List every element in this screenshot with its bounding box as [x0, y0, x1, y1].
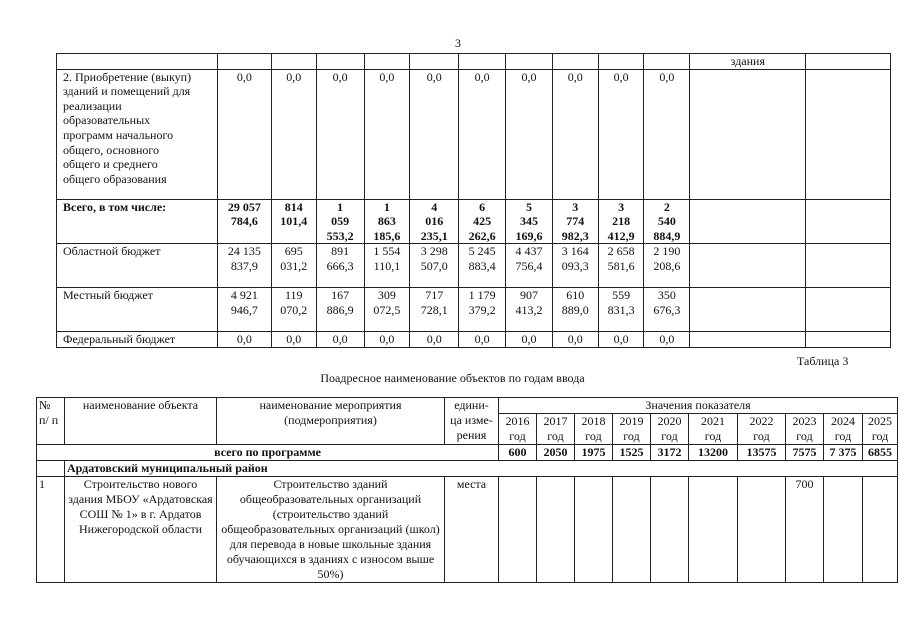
value-line: 0,0	[332, 69, 348, 84]
header-year: 2023 год	[786, 414, 824, 445]
table-row	[57, 69, 891, 199]
empty-cell	[690, 288, 806, 332]
value-line: 110,1	[373, 258, 401, 273]
value-cell	[410, 288, 459, 332]
value-cell	[271, 69, 316, 199]
value-line: 0,0	[659, 69, 675, 84]
value-cell	[316, 288, 364, 332]
header-year: 2025 год	[863, 414, 898, 445]
row-label-line: зданий и помещений для	[63, 84, 191, 99]
value-line: 540	[657, 214, 676, 229]
value-line: 4 921	[230, 288, 258, 303]
value-line: 717	[425, 288, 444, 303]
value-cell	[459, 199, 506, 244]
value-cell	[271, 288, 316, 332]
row-unit: места	[445, 477, 499, 583]
value-cell	[217, 288, 271, 332]
value-cell	[506, 199, 553, 244]
header-year: 2018 год	[575, 414, 613, 445]
empty-cell	[806, 332, 891, 348]
table-title: Поадресное наименование объектов по годам ввода	[320, 371, 585, 385]
value-line: 2 658	[607, 244, 635, 259]
value-cell	[217, 244, 271, 288]
value-cell	[644, 69, 690, 199]
value-line: 119	[284, 288, 303, 303]
total-value: 13575	[738, 445, 786, 461]
value-line: 262,6	[468, 228, 496, 243]
value-cell	[316, 199, 364, 244]
total-label: всего по программе	[37, 445, 499, 461]
value-line: 218	[612, 214, 631, 229]
value-line: 167	[331, 288, 350, 303]
district-label: Ардатовский муниципальный район	[65, 461, 898, 477]
value-line: 29 057	[227, 199, 261, 214]
value-line: 24 135	[227, 244, 261, 259]
header-year: 2019 год	[613, 414, 651, 445]
value-line: 379,2	[468, 302, 496, 317]
value-line: 507,0	[420, 258, 448, 273]
header-partial-cell: здания	[690, 54, 806, 70]
value-line: 072,5	[373, 302, 401, 317]
value-line: 412,9	[607, 228, 635, 243]
total-value: 1525	[613, 445, 651, 461]
value-cell	[689, 477, 738, 583]
value-line: 559	[612, 288, 631, 303]
value-cell	[271, 332, 316, 348]
header-year: 2024 год	[824, 414, 863, 445]
value-line: 0,0	[236, 332, 252, 347]
value-line: 2	[663, 199, 670, 214]
value-line: 0,0	[659, 332, 675, 347]
value-cell	[364, 244, 410, 288]
value-cell	[824, 477, 863, 583]
value-line: 1	[383, 199, 390, 214]
value-cell	[217, 69, 271, 199]
total-value: 3172	[651, 445, 689, 461]
header-year: 2020 год	[651, 414, 689, 445]
value-line: 3 164	[561, 244, 589, 259]
value-line: 889,0	[561, 302, 589, 317]
total-value: 1975	[575, 445, 613, 461]
value-line: 891	[331, 244, 350, 259]
value-line: 3	[572, 199, 579, 214]
row-measure: Строительство зданий общеобразовательных организаций (строительство зданий общеобразовательных организаций (школ) для перевода в новые школьные здания обучающихся в зданиях с износом выше 50%)	[217, 477, 445, 583]
row-label-line: Федеральный бюджет	[63, 332, 176, 347]
value-cell	[537, 477, 575, 583]
row-label-line: общего образования	[63, 171, 167, 186]
value-cell	[217, 199, 271, 244]
value-cell	[863, 477, 898, 583]
row-label-line: Всего, в том числе:	[63, 199, 167, 214]
value-cell	[506, 244, 553, 288]
header-num: № п/ п	[37, 398, 65, 445]
value-line: 676,3	[653, 302, 681, 317]
value-line: 169,6	[515, 228, 543, 243]
value-line: 016	[425, 214, 444, 229]
row-object: Строительство нового здания МБОУ «Ардатовская СОШ № 1» в г. Ардатов Нижегородской области	[65, 477, 217, 583]
table-header-partial-row	[57, 54, 891, 70]
value-cell	[410, 69, 459, 199]
value-line: 695	[284, 244, 303, 259]
row-label-line: общего, основного	[63, 142, 160, 157]
row-label-line: общего и среднего	[63, 157, 158, 172]
row-label	[57, 288, 218, 332]
value-cell	[459, 69, 506, 199]
value-cell	[410, 332, 459, 348]
value-cell	[651, 477, 689, 583]
value-line: 837,9	[230, 258, 258, 273]
total-row	[37, 445, 898, 461]
value-cell	[613, 477, 651, 583]
value-line: 185,6	[373, 228, 401, 243]
table-row	[57, 332, 891, 348]
value-cell	[552, 288, 598, 332]
value-line: 774	[566, 214, 585, 229]
value-line: 3 298	[420, 244, 448, 259]
value-line: 553,2	[326, 228, 354, 243]
value-line: 831,3	[607, 302, 635, 317]
value-line: 413,2	[515, 302, 543, 317]
value-cell	[506, 288, 553, 332]
value-cell	[364, 332, 410, 348]
total-value: 6855	[863, 445, 898, 461]
district-row	[37, 461, 898, 477]
value-cell	[738, 477, 786, 583]
value-cell	[459, 288, 506, 332]
value-cell	[316, 332, 364, 348]
row-label	[57, 332, 218, 348]
table-row	[37, 477, 898, 583]
value-line: 031,2	[280, 258, 308, 273]
value-line: 666,3	[326, 258, 354, 273]
value-cell	[506, 332, 553, 348]
value-cell	[644, 288, 690, 332]
value-cell	[598, 199, 644, 244]
value-line: 0,0	[332, 332, 348, 347]
value-line: 884,9	[653, 228, 681, 243]
value-cell	[644, 199, 690, 244]
value-line: 0,0	[567, 69, 583, 84]
value-line: 0,0	[521, 69, 537, 84]
table-row	[57, 199, 891, 244]
value-cell	[598, 244, 644, 288]
value-line: 4 437	[515, 244, 543, 259]
value-cell	[644, 244, 690, 288]
value-line: 4	[431, 199, 438, 214]
value-line: 1 179	[468, 288, 496, 303]
table-row	[57, 244, 891, 288]
value-line: 756,4	[515, 258, 543, 273]
header-object: наименование объекта	[65, 398, 217, 445]
value-line: 728,1	[420, 302, 448, 317]
value-line: 208,6	[653, 258, 681, 273]
empty-cell	[690, 244, 806, 288]
value-line: 059	[331, 214, 350, 229]
header-year: 2022 год	[738, 414, 786, 445]
value-line: 0,0	[474, 332, 490, 347]
value-line: 309	[377, 288, 396, 303]
value-cell	[552, 69, 598, 199]
table-label: Таблица 3	[797, 354, 849, 368]
empty-cell	[690, 69, 806, 199]
header-measure: наименование мероприятия (подмероприятия)	[217, 398, 445, 445]
empty-cell	[806, 288, 891, 332]
value-line: 6	[479, 199, 486, 214]
value-line: 345	[519, 214, 538, 229]
value-line: 425	[473, 214, 492, 229]
value-line: 350	[657, 288, 676, 303]
total-value: 13200	[689, 445, 738, 461]
value-cell	[410, 199, 459, 244]
value-line: 1	[337, 199, 344, 214]
value-line: 0,0	[567, 332, 583, 347]
total-value: 600	[499, 445, 537, 461]
value-cell	[316, 69, 364, 199]
value-line: 0,0	[613, 332, 629, 347]
value-line: 946,7	[230, 302, 258, 317]
value-line: 610	[566, 288, 585, 303]
header-year: 2021 год	[689, 414, 738, 445]
value-line: 784,6	[230, 214, 258, 229]
value-cell	[598, 332, 644, 348]
value-cell	[598, 288, 644, 332]
value-line: 581,6	[607, 258, 635, 273]
value-line: 3	[618, 199, 625, 214]
value-cell	[217, 332, 271, 348]
value-cell	[459, 332, 506, 348]
value-line: 1 554	[373, 244, 401, 259]
row-label-line: Местный бюджет	[63, 288, 153, 303]
empty-cell	[806, 69, 891, 199]
value-line: 907	[519, 288, 538, 303]
value-cell	[364, 69, 410, 199]
value-line: 101,4	[280, 214, 308, 229]
value-cell	[364, 288, 410, 332]
value-cell	[506, 69, 553, 199]
value-cell	[410, 244, 459, 288]
value-line: 093,3	[561, 258, 589, 273]
row-label-line: 2. Приобретение (выкуп)	[63, 69, 192, 84]
value-line: 886,9	[326, 302, 354, 317]
total-value: 7 375	[824, 445, 863, 461]
value-line: 0,0	[236, 69, 252, 84]
empty-cell	[690, 332, 806, 348]
value-cell	[271, 199, 316, 244]
objects-table	[36, 397, 898, 583]
header-year: 2017 год	[537, 414, 575, 445]
value-cell	[552, 244, 598, 288]
value-cell	[552, 332, 598, 348]
value-line: 863	[377, 214, 396, 229]
header-values-group: Значения показателя	[499, 398, 898, 414]
value-line: 0,0	[521, 332, 537, 347]
value-cell	[644, 332, 690, 348]
table-row	[57, 288, 891, 332]
row-label	[57, 69, 218, 199]
value-cell	[575, 477, 613, 583]
empty-cell	[690, 199, 806, 244]
value-cell: 700	[786, 477, 824, 583]
value-cell	[271, 244, 316, 288]
value-line: 814	[284, 199, 303, 214]
row-label-line: Областной бюджет	[63, 244, 161, 259]
header-year: 2016 год	[499, 414, 537, 445]
total-value: 2050	[537, 445, 575, 461]
value-line: 070,2	[280, 302, 308, 317]
row-label	[57, 244, 218, 288]
value-cell	[499, 477, 537, 583]
value-cell	[316, 244, 364, 288]
header-unit: едини- ца изме- рения	[445, 398, 499, 445]
funding-table	[56, 53, 891, 348]
empty-cell	[806, 199, 891, 244]
value-cell	[552, 199, 598, 244]
row-label-line: программ начального	[63, 127, 174, 142]
value-line: 0,0	[379, 332, 395, 347]
value-line: 235,1	[420, 228, 448, 243]
value-cell	[598, 69, 644, 199]
value-line: 0,0	[426, 332, 442, 347]
value-line: 2 190	[653, 244, 681, 259]
value-line: 982,3	[561, 228, 589, 243]
value-line: 883,4	[468, 258, 496, 273]
value-line: 5 245	[468, 244, 496, 259]
page-number: 3	[455, 36, 461, 50]
value-line: 0,0	[613, 69, 629, 84]
empty-cell	[806, 244, 891, 288]
row-label	[57, 199, 218, 244]
value-line: 0,0	[379, 69, 395, 84]
value-line: 0,0	[474, 69, 490, 84]
value-line: 0,0	[286, 332, 302, 347]
value-line: 0,0	[286, 69, 302, 84]
row-label-line: реализации	[63, 98, 122, 113]
row-label-line: образовательных	[63, 113, 151, 128]
value-cell	[364, 199, 410, 244]
value-cell	[459, 244, 506, 288]
total-value: 7575	[786, 445, 824, 461]
value-line: 0,0	[426, 69, 442, 84]
value-line: 5	[525, 199, 532, 214]
row-num: 1	[37, 477, 65, 583]
